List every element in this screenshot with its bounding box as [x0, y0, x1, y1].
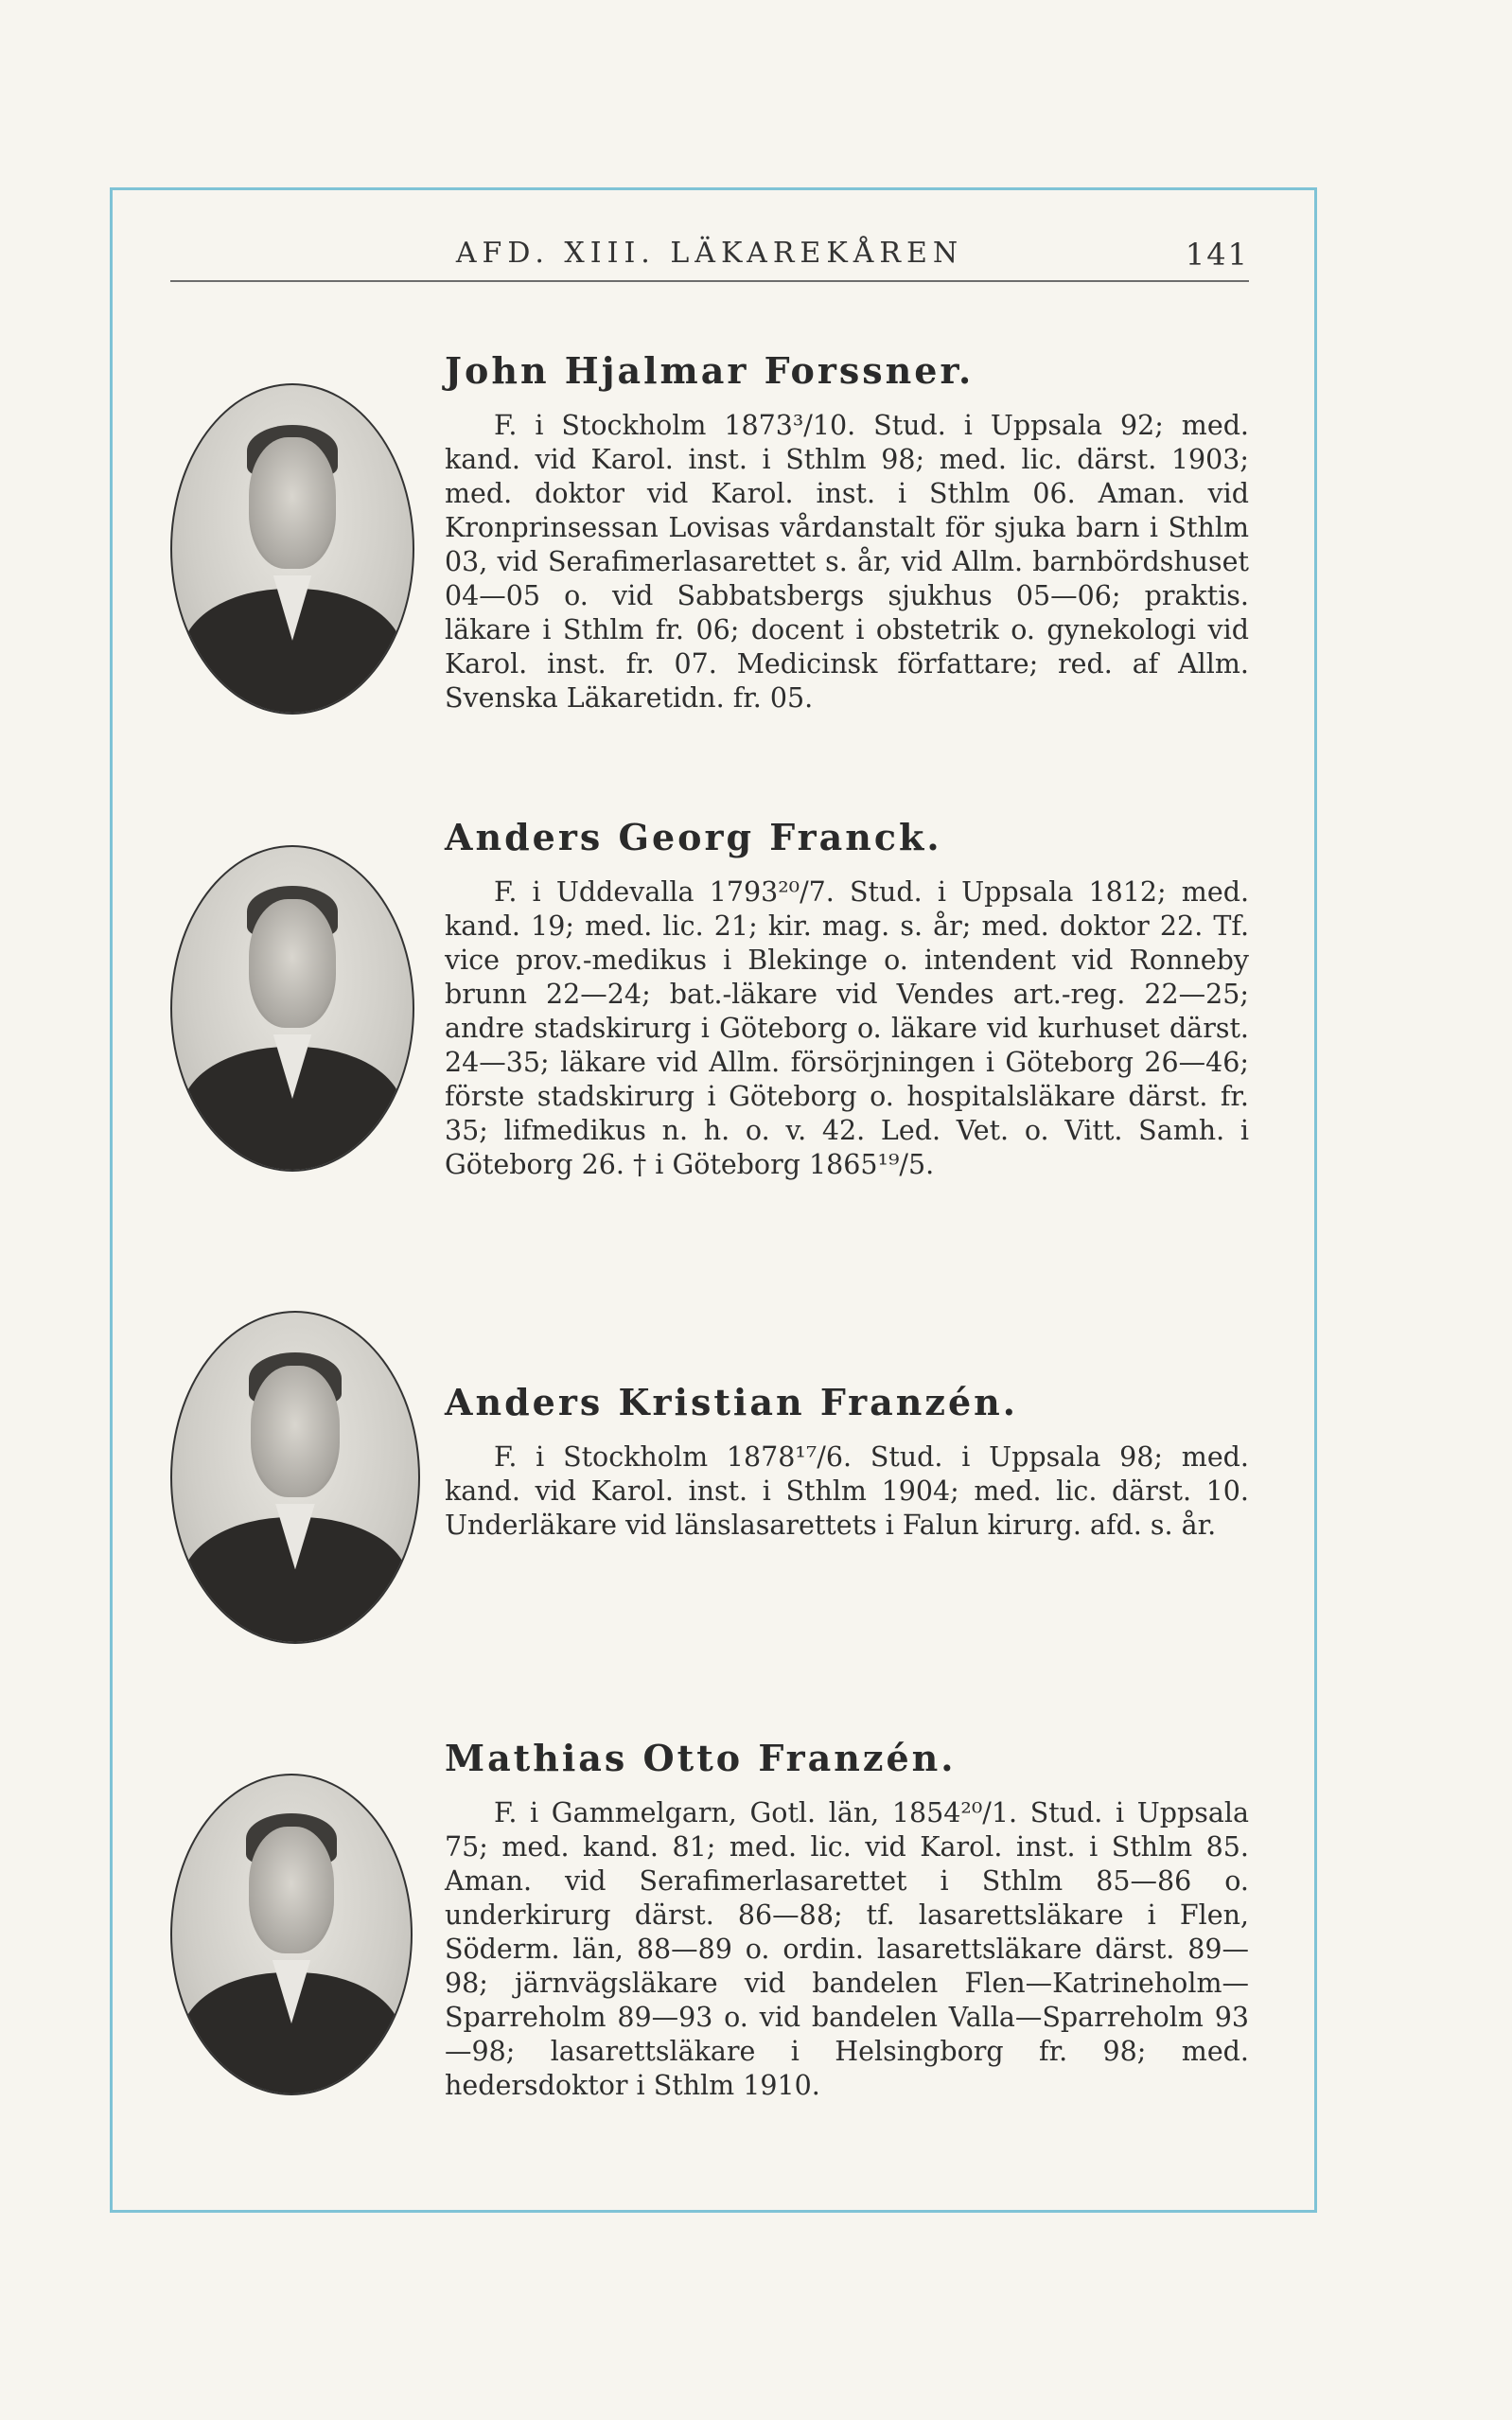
running-head — [170, 227, 1249, 282]
entry-name: John Hjalmar Forssner. — [445, 349, 975, 392]
entry-name: Anders Kristian Franzén. — [445, 1381, 1019, 1423]
entry-name: Mathias Otto Franzén. — [445, 1737, 957, 1779]
portrait-photo — [170, 845, 414, 1172]
section-title: AFD. XIII. LÄKAREKÅREN — [455, 237, 964, 270]
page-number: 141 — [1185, 237, 1249, 273]
entry-content — [445, 1382, 1249, 1543]
entry-content — [445, 350, 1249, 715]
entry-biography: F. i Stockholm 1873³/10. Stud. i Uppsala 92; med. kand. vid Karol. inst. i Sthlm 98; med. lic. därst. 1903; med. doktor vid Karol. inst. i Sthlm 06. Aman. vid Kronprinsessan Lovisas vårdanstalt för sjuka barn i Sthlm 03, vid Serafimerlasarettet s. år, vid Allm. barnbördshuset 04—05 o. vid Sabbatsbergs sjukhus 05—06; praktis. läkare i Sthlm fr. 06; docent i obstetrik o. gynekologi vid Karol. inst. fr. 07. Medicinsk författare; red. af Allm. Svenska Läkaretidn. fr. 05. — [445, 410, 1249, 714]
entry-content — [445, 817, 1249, 1182]
entry-biography: F. i Stockholm 1878¹⁷/6. Stud. i Uppsala 98; med. kand. vid Karol. inst. i Sthlm 1904; med. lic. därst. 10. Underläkare vid länslasarettets i Falun kirurg. afd. s. år. — [445, 1441, 1249, 1541]
entry-content — [445, 1738, 1249, 2103]
portrait-photo — [170, 1311, 420, 1644]
entry-biography: F. i Gammelgarn, Gotl. län, 1854²⁰/1. Stud. i Uppsala 75; med. kand. 81; med. lic. vid Karol. inst. i Sthlm 85. Aman. vid Serafimerlasarettet i Sthlm 85—86 o. underkirurg därst. 86—88; tf. lasarettsläkare i Flen, Söderm. län, 88—89 o. ordin. lasarettsläkare därst. 89—98; järnvägsläkare vid bandelen Flen—Katrineholm—Sparreholm 89—93 o. vid bandelen Valla—Sparreholm 93—98; lasarettsläkare i Helsingborg fr. 98; med. hedersdoktor i Sthlm 1910. — [445, 1797, 1249, 2101]
entry-biography: F. i Uddevalla 1793²⁰/7. Stud. i Uppsala 1812; med. kand. 19; med. lic. 21; kir. mag. s. år; med. doktor 22. Tf. vice prov.-medikus i Blekinge o. intendent vid Ronneby brunn 22—24; bat.-läkare vid Vendes art.-reg. 22—25; andre stadskirurg i Göteborg o. läkare vid kurhuset därst. 24—35; läkare vid Allm. försörjningen i Göteborg 26—46; förste stadskirurg i Göteborg o. hospitalsläkare därst. fr. 35; lifmedikus n. h. o. v. 42. Led. Vet. o. Vitt. Samh. i Göteborg 26. † i Göteborg 1865¹⁹/5. — [445, 876, 1249, 1180]
portrait-photo — [170, 383, 414, 715]
portrait-photo — [170, 1774, 413, 2095]
entry-name: Anders Georg Franck. — [445, 816, 942, 858]
